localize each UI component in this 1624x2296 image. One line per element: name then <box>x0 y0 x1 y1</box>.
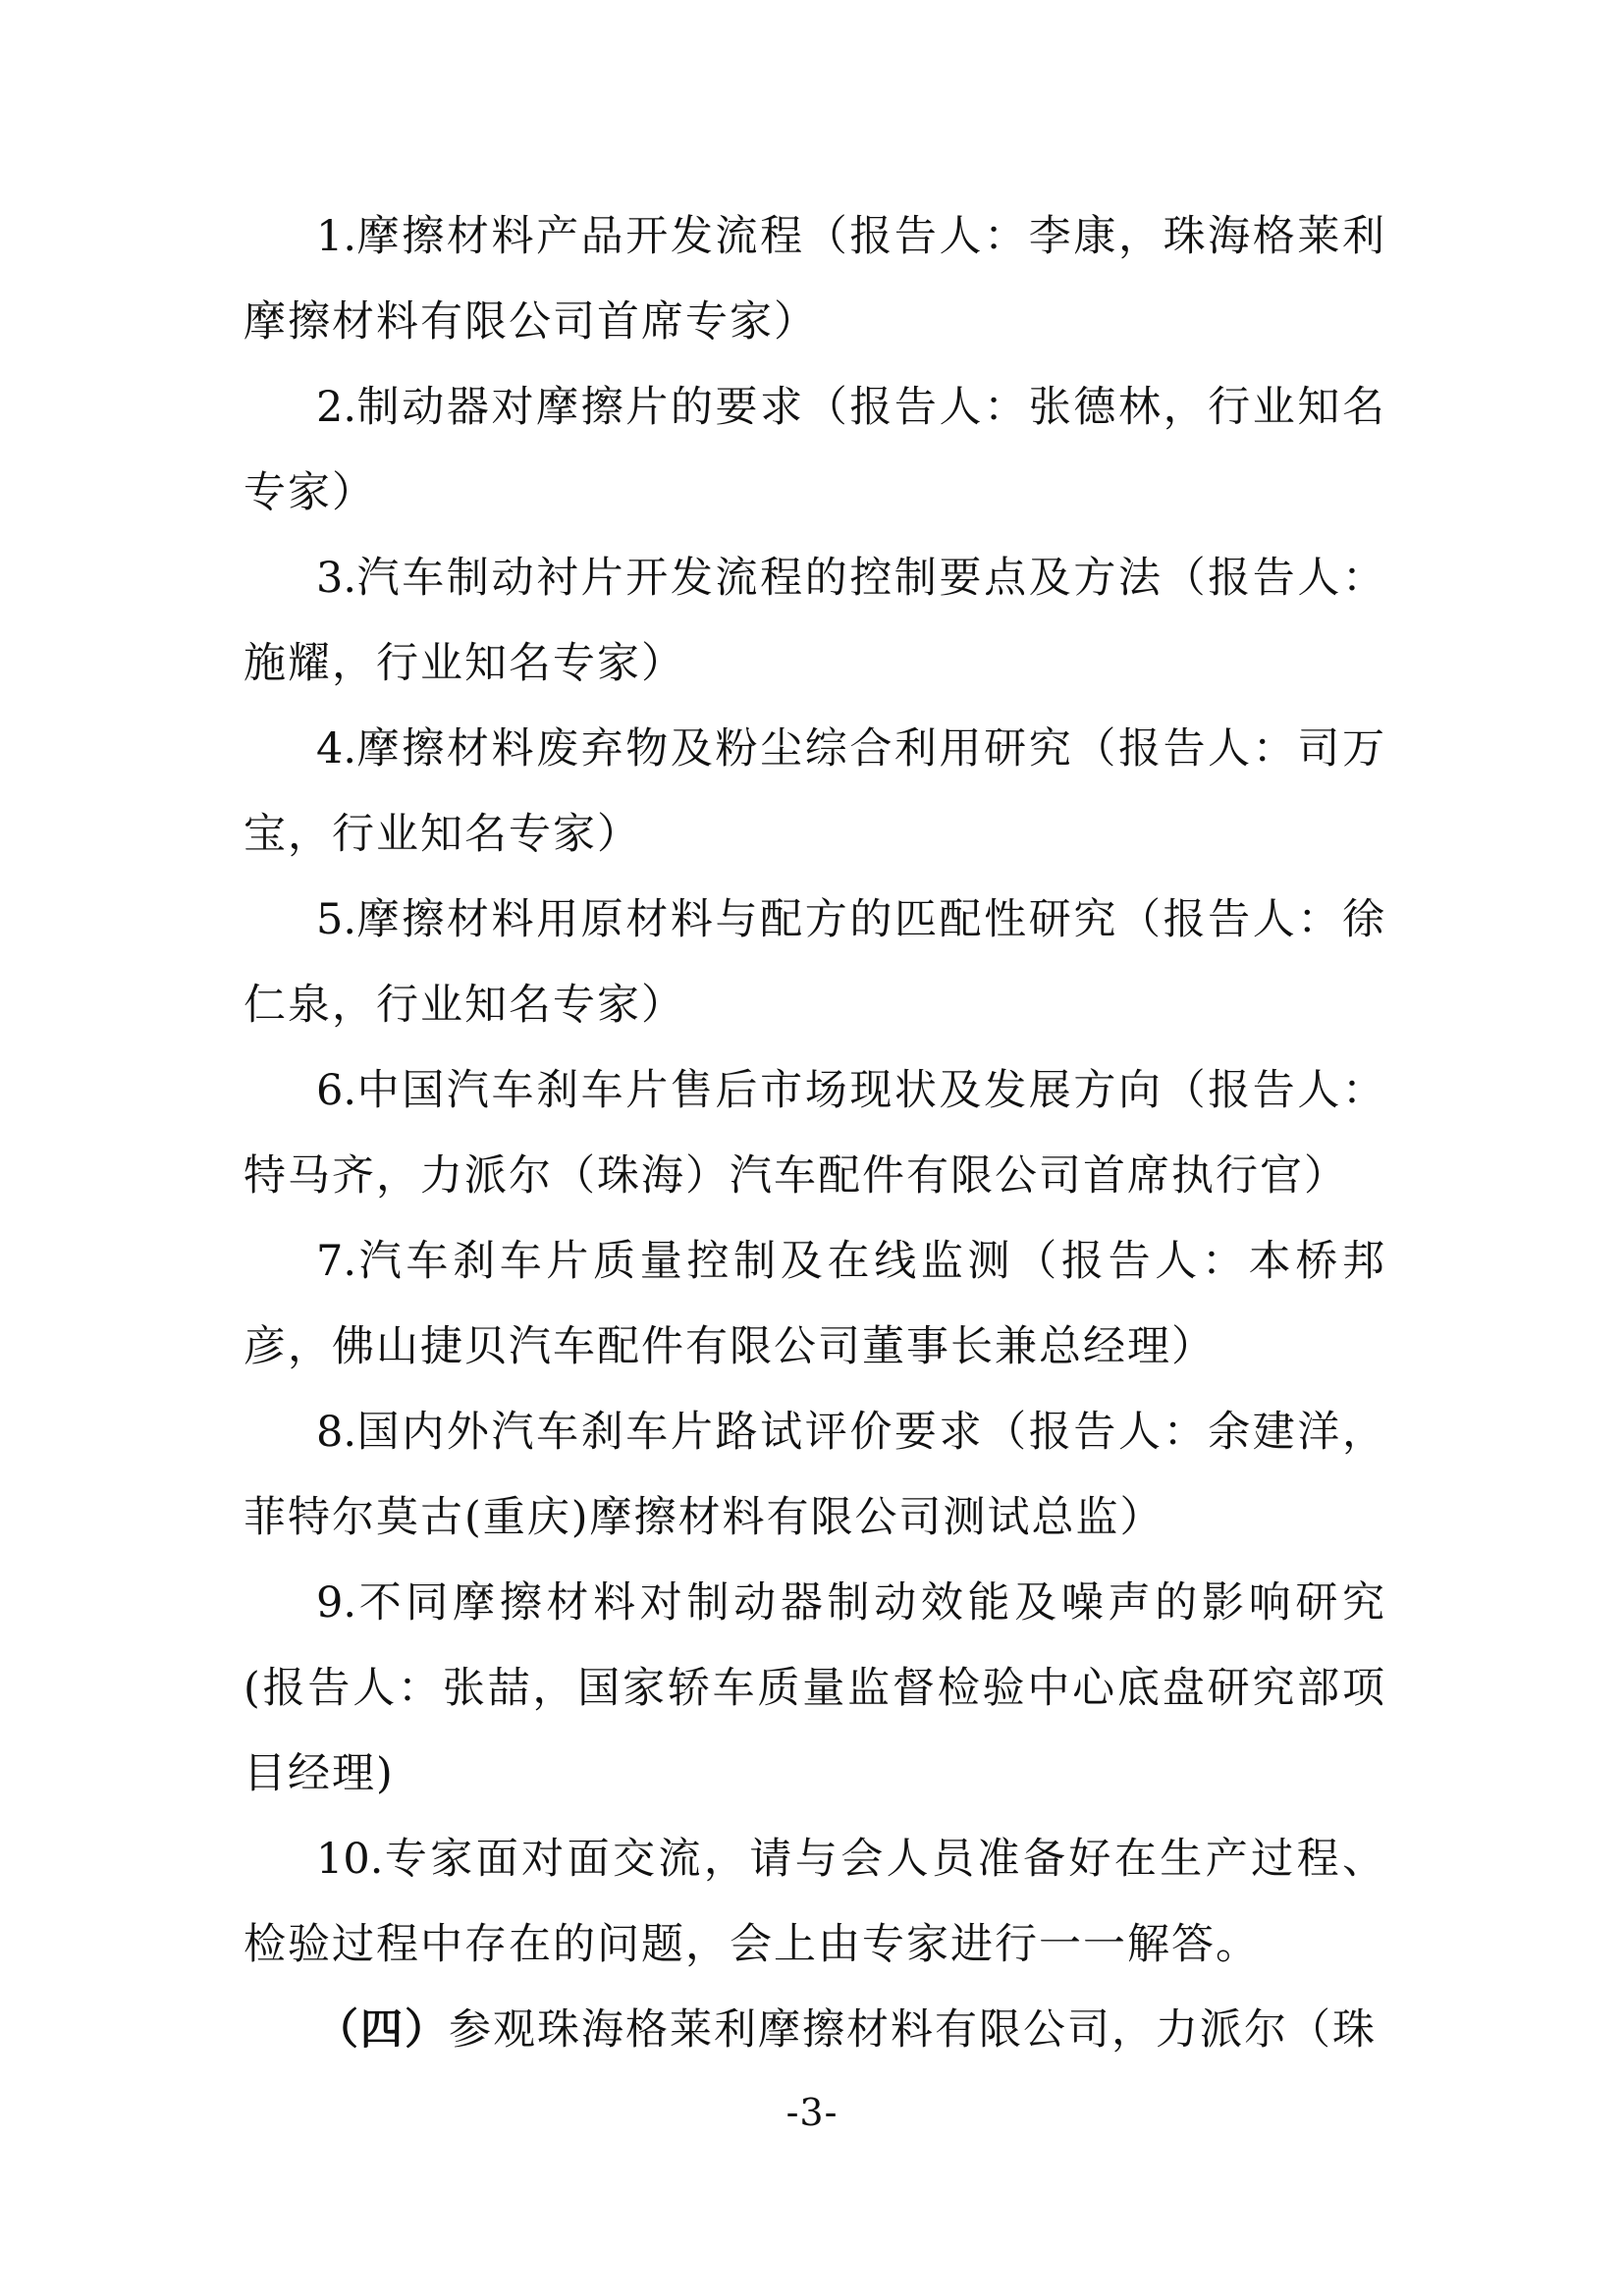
agenda-item-7 <box>244 1219 1386 1390</box>
item-number: 7. <box>316 1237 357 1286</box>
item-text: 摩擦材料废弃物及粉尘综合利用研究（报告人：司万宝，行业知名专家） <box>244 724 1386 859</box>
item-number: 8. <box>316 1408 357 1457</box>
page-number: -3- <box>785 2091 839 2134</box>
agenda-item-9 <box>244 1561 1386 1817</box>
agenda-item-5 <box>244 878 1386 1048</box>
agenda-item-6 <box>244 1048 1386 1219</box>
item-text: 制动器对摩擦片的要求（报告人：张德林，行业知名专家） <box>244 383 1386 517</box>
item-text: 专家面对面交流，请与会人员准备好在生产过程、检验过程中存在的问题，会上由专家进行一一解答。 <box>244 1835 1386 1969</box>
item-number: 6. <box>316 1066 357 1115</box>
item-text: 汽车刹车片质量控制及在线监测（报告人：本桥邦彦，佛山捷贝汽车配件有限公司董事长兼总经理） <box>244 1237 1386 1371</box>
item-text: 国内外汽车刹车片路试评价要求（报告人：余建洋，菲特尔莫古(重庆)摩擦材料有限公司测试总监） <box>244 1408 1386 1542</box>
document-page <box>244 194 1386 2073</box>
agenda-item-2 <box>244 365 1386 536</box>
agenda-item-1 <box>244 194 1386 365</box>
item-text: 中国汽车刹车片售后市场现状及发展方向（报告人：特马齐，力派尔（珠海）汽车配件有限公司首席执行官） <box>244 1066 1386 1201</box>
item-number: 4. <box>316 724 357 774</box>
section-heading: （四） <box>316 2005 449 2055</box>
item-number: 5. <box>316 895 357 944</box>
item-number: 1. <box>316 212 357 261</box>
item-text: 摩擦材料用原材料与配方的匹配性研究（报告人：徐仁泉，行业知名专家） <box>244 895 1386 1030</box>
item-number: 10. <box>316 1835 384 1884</box>
item-text: 不同摩擦材料对制动器制动效能及噪声的影响研究(报告人：张喆，国家轿车质量监督检验中心底盘研究部项目经理) <box>244 1578 1386 1798</box>
section-four <box>244 1988 1386 2073</box>
agenda-item-3 <box>244 536 1386 707</box>
item-text: 汽车制动衬片开发流程的控制要点及方法（报告人：施耀，行业知名专家） <box>244 554 1386 688</box>
agenda-item-8 <box>244 1390 1386 1561</box>
item-number: 3. <box>316 554 357 603</box>
item-text: 摩擦材料产品开发流程（报告人：李康，珠海格莱利摩擦材料有限公司首席专家） <box>244 212 1386 347</box>
item-number: 9. <box>316 1578 357 1628</box>
agenda-item-4 <box>244 707 1386 878</box>
section-text: 参观珠海格莱利摩擦材料有限公司，力派尔（珠 <box>449 2005 1377 2055</box>
item-number: 2. <box>316 383 357 432</box>
agenda-item-10 <box>244 1817 1386 1988</box>
